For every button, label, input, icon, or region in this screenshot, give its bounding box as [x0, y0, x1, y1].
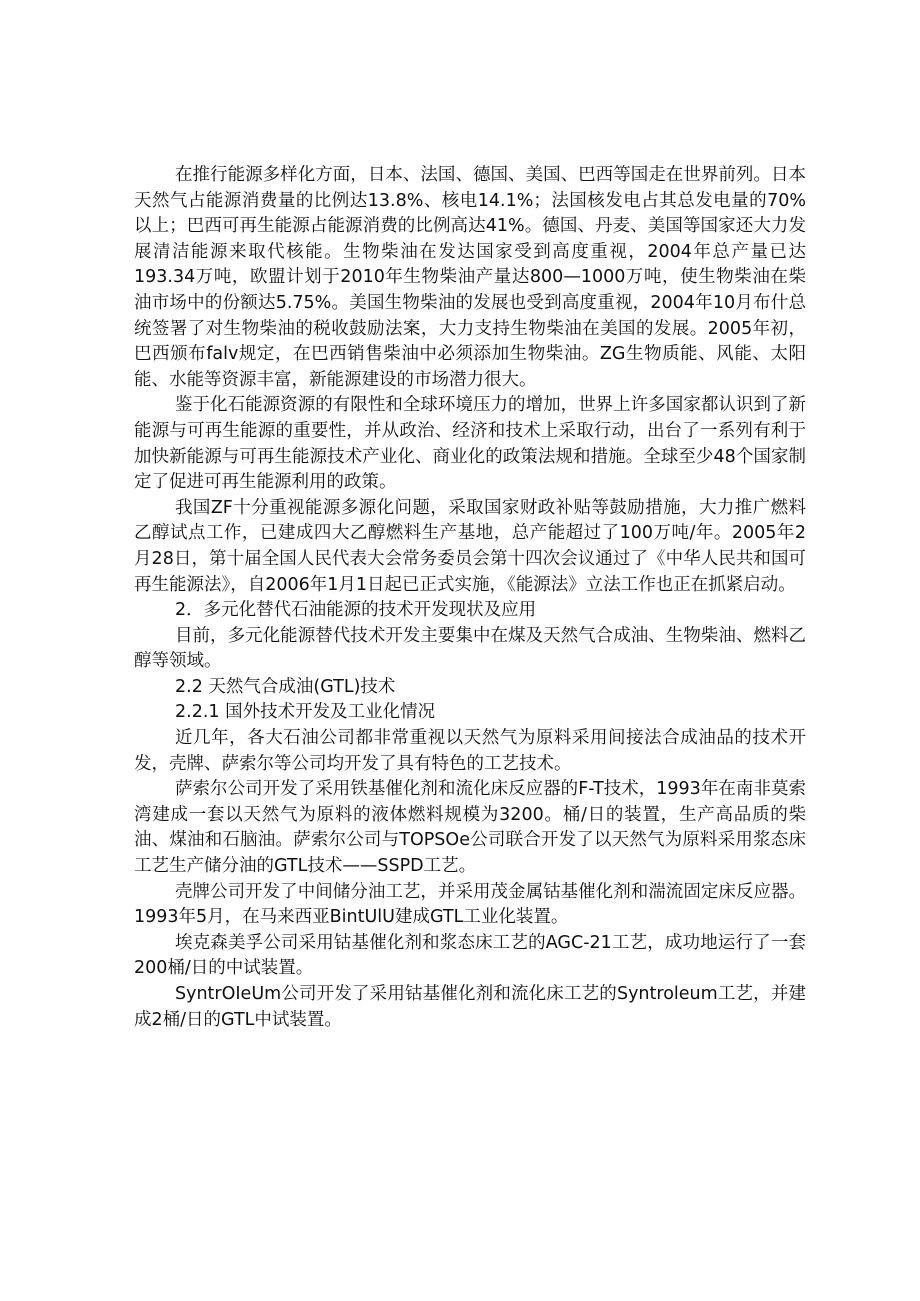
section-heading-2-2-1: 2.2.1 国外技术开发及工业化情况 — [175, 702, 436, 723]
paragraph-china-policy: 我国ZF十分重视能源多源化问题，采取国家财政补贴等鼓励措施，大力推广燃料乙醇试点工作，已建成四大乙醇燃料生产基地，总产能超过了100万吨/年。2005年2月28日，第十届全国人民代表大会常务委员会第十四次会议通过了《中华人民共和国可再生能源法》，自2006年1月1日起已正式实施，《能源法》立法工作也正在抓紧启动。 — [134, 497, 806, 595]
section-heading-2: 2．多元化替代石油能源的技术开发现状及应用 — [175, 600, 537, 621]
paragraph-energy-diversification: 在推行能源多样化方面，日本、法国、德国、美国、巴西等国走在世界前列。日本天然气占能源消费量的比例达13.8%、核电14.1%；法国核发电占其总发电量的70%以上；巴西可再生能源占能源消费的比例高达41%。德国、丹麦、美国等国家还大力发展清洁能源来取代核能。生物柴油在发达国家受到高度重视，2004年总产量已达193.34万吨，欧盟计划于2010年生物柴油产量达800—1000万吨，使生物柴油在柴油市场中的份额达5.75%。美国生物柴油的发展也受到高度重视，2004年10月布什总统签署了对生物柴油的税收鼓励法案，大力支持生物柴油在美国的发展。2005年初，巴西颁布falv规定，在巴西销售柴油中必须添加生物柴油。ZG生物质能、风能、太阳能、水能等资源丰富，新能源建设的市场潜力很大。 — [134, 165, 806, 390]
paragraph-shell: 壳牌公司开发了中间储分油工艺，并采用茂金属钴基催化剂和湍流固定床反应器。1993年5月，在马来西亚BintUlU建成GTL工业化装置。 — [134, 881, 806, 928]
document-page — [134, 163, 806, 1033]
paragraph-oil-companies: 近几年，各大石油公司都非常重视以天然气为原料采用间接法合成油品的技术开发，壳牌、萨索尔等公司均开发了具有特色的工艺技术。 — [134, 728, 806, 774]
paragraph-exxonmobil: 埃克森美孚公司采用钴基催化剂和浆态床工艺的AGC-21工艺，成功地运行了一套200桶/日的中试装置。 — [134, 932, 806, 979]
paragraph-current-focus: 目前，多元化能源替代技术开发主要集中在煤及天然气合成油、生物柴油、燃料乙醇等领域。 — [134, 625, 806, 672]
paragraph-global-policy: 鉴于化石能源资源的有限性和全球环境压力的增加，世界上许多国家都认识到了新能源与可再生能源的重要性，并从政治、经济和技术上采取行动，出台了一系列有利于加快新能源与可再生能源技术产业化、商业化的政策法规和措施。全球至少48个国家制定了促进可再生能源利用的政策。 — [134, 395, 806, 493]
paragraph-sasol: 萨索尔公司开发了采用铁基催化剂和流化床反应器的F-T技术，1993年在南非莫索湾建成一套以天然气为原料的液体燃料规模为3200。桶/日的装置，生产高品质的柴油、煤油和石脑油。萨索尔公司与TOPSOe公司联合开发了以天然气为原料采用浆态床工艺生产储分油的GTL技术——SSPD工艺。 — [134, 779, 806, 877]
paragraph-syntroleum: SyntrOIeUm公司开发了采用钴基催化剂和流化床工艺的Syntroleum工艺，并建成2桶/日的GTL中试装置。 — [134, 984, 806, 1030]
section-heading-2-2: 2.2 天然气合成油(GTL)技术 — [175, 676, 396, 697]
